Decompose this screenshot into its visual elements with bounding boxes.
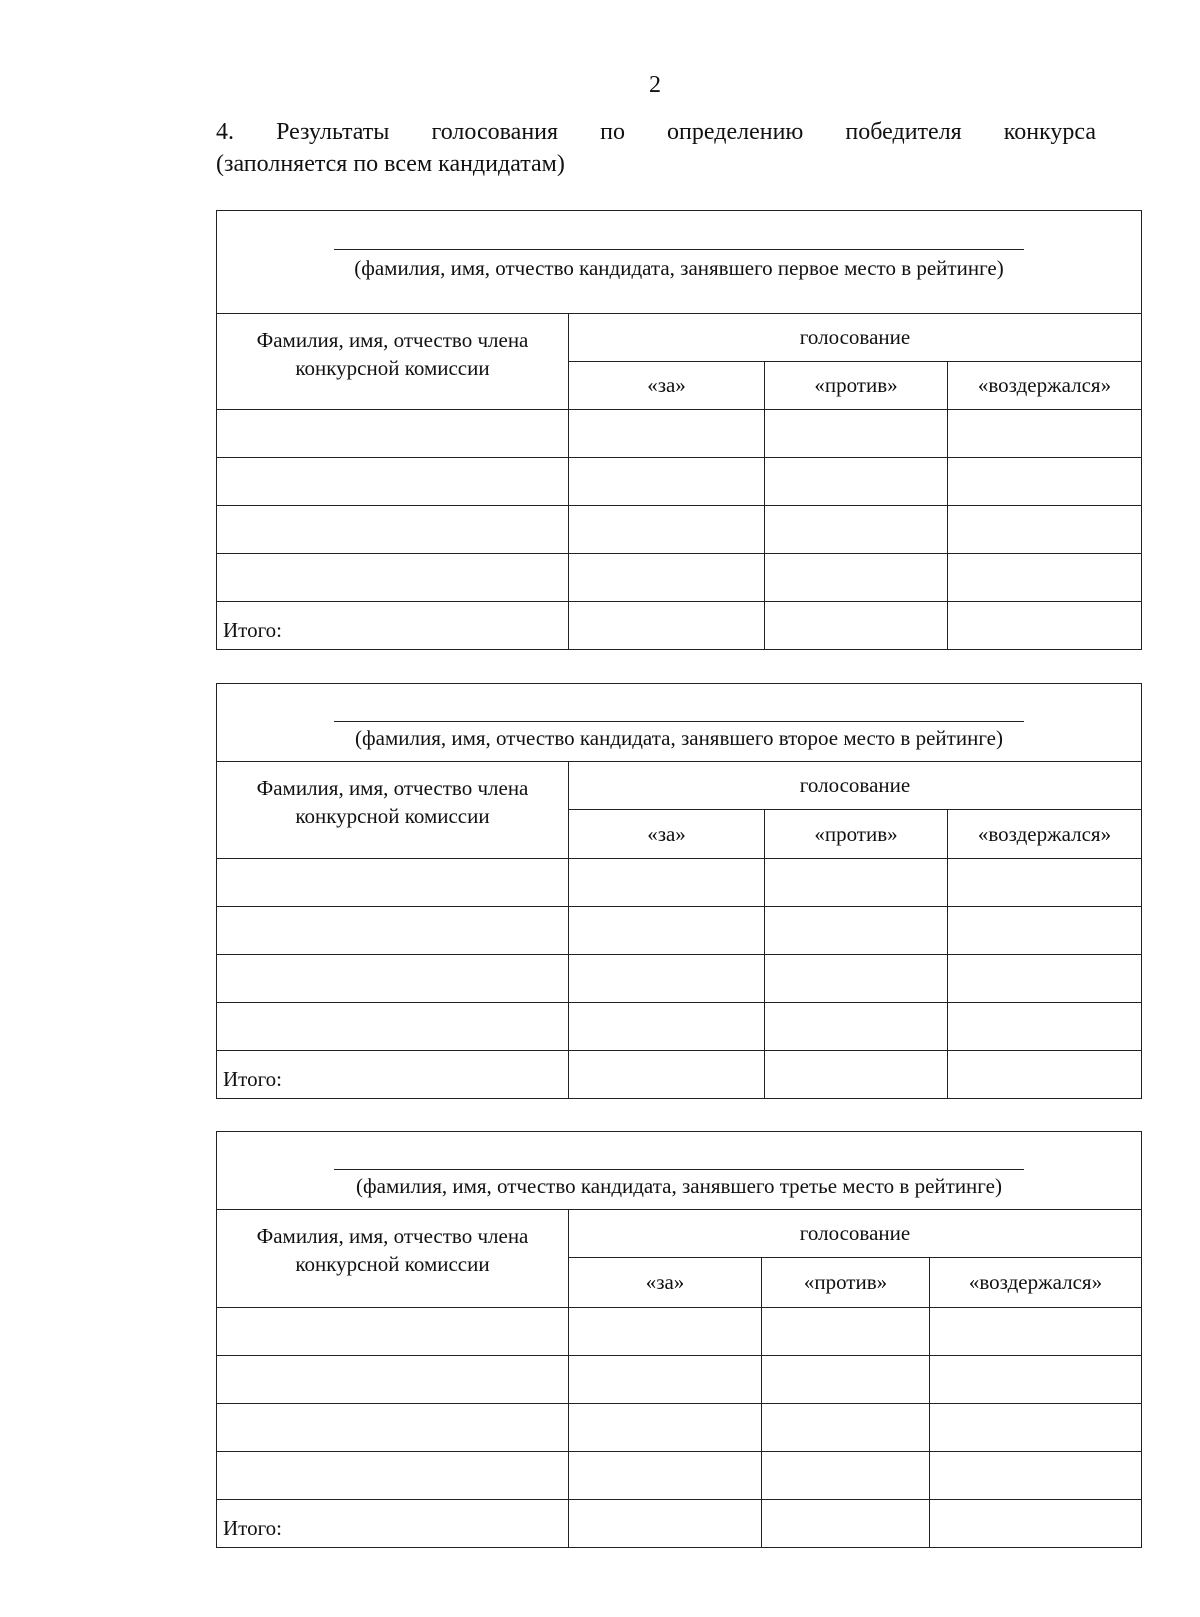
vote-for-cell[interactable]	[569, 458, 765, 506]
vote-abstain-cell[interactable]	[948, 859, 1142, 907]
total-for-cell[interactable]	[569, 602, 765, 650]
voting-column-header: голосование	[569, 1210, 1142, 1258]
vote-for-header: «за»	[569, 1258, 762, 1308]
total-label: Итого:	[217, 602, 569, 650]
table-row	[217, 1356, 1142, 1404]
member-name-cell[interactable]	[217, 1404, 569, 1452]
member-name-cell[interactable]	[217, 410, 569, 458]
table-row	[217, 907, 1142, 955]
vote-against-cell[interactable]	[765, 1003, 948, 1051]
vote-against-cell[interactable]	[765, 458, 948, 506]
table-row	[217, 1404, 1142, 1452]
candidate-caption: (фамилия, имя, отчество кандидата, занявшего первое место в рейтинге)	[354, 256, 1004, 280]
vote-abstain-cell[interactable]	[948, 554, 1142, 602]
vote-abstain-cell[interactable]	[930, 1308, 1142, 1356]
table-row	[217, 1452, 1142, 1500]
total-row	[217, 1051, 1142, 1099]
vote-abstain-cell[interactable]	[930, 1404, 1142, 1452]
member-name-cell[interactable]	[217, 859, 569, 907]
section-heading-line1: 4. Результаты голосования по определению победителя конкурса	[216, 119, 1096, 145]
vote-for-cell[interactable]	[569, 1356, 762, 1404]
table-row	[217, 458, 1142, 506]
table-row	[217, 410, 1142, 458]
table-row	[217, 955, 1142, 1003]
candidate-name-line	[334, 687, 1024, 722]
total-for-cell[interactable]	[569, 1500, 762, 1548]
total-row	[217, 602, 1142, 650]
vote-abstain-header: «воздержался»	[948, 810, 1142, 859]
member-column-header: Фамилия, имя, отчество члена конкурсной комиссии	[217, 1210, 569, 1308]
table-row	[217, 1003, 1142, 1051]
vote-for-cell[interactable]	[569, 506, 765, 554]
candidate-name-line	[334, 215, 1024, 250]
voting-table-second-place	[216, 683, 1142, 1099]
candidate-name-cell[interactable]	[217, 211, 1142, 314]
vote-against-cell[interactable]	[765, 554, 948, 602]
voting-column-header: голосование	[569, 762, 1142, 810]
candidate-caption: (фамилия, имя, отчество кандидата, занявшего второе место в рейтинге)	[355, 725, 1003, 750]
vote-for-cell[interactable]	[569, 955, 765, 1003]
vote-against-cell[interactable]	[765, 907, 948, 955]
member-name-cell[interactable]	[217, 554, 569, 602]
member-name-cell[interactable]	[217, 1003, 569, 1051]
vote-against-cell[interactable]	[765, 955, 948, 1003]
member-name-cell[interactable]	[217, 506, 569, 554]
total-against-cell[interactable]	[765, 602, 948, 650]
candidate-name-cell[interactable]	[217, 1132, 1142, 1210]
section-heading	[216, 116, 1096, 180]
vote-for-cell[interactable]	[569, 1452, 762, 1500]
total-row	[217, 1500, 1142, 1548]
vote-for-cell[interactable]	[569, 859, 765, 907]
vote-for-cell[interactable]	[569, 410, 765, 458]
voting-table-third-place	[216, 1131, 1142, 1548]
vote-against-header: «против»	[765, 810, 948, 859]
vote-abstain-header: «воздержался»	[930, 1258, 1142, 1308]
vote-abstain-cell[interactable]	[948, 907, 1142, 955]
vote-against-cell[interactable]	[762, 1356, 930, 1404]
section-heading-line2: (заполняется по всем кандидатам)	[216, 151, 565, 177]
vote-abstain-cell[interactable]	[948, 458, 1142, 506]
vote-against-cell[interactable]	[765, 506, 948, 554]
total-abstain-cell[interactable]	[930, 1500, 1142, 1548]
member-name-cell[interactable]	[217, 907, 569, 955]
total-for-cell[interactable]	[569, 1051, 765, 1099]
total-abstain-cell[interactable]	[948, 602, 1142, 650]
vote-for-cell[interactable]	[569, 554, 765, 602]
candidate-name-line	[334, 1135, 1024, 1170]
vote-for-cell[interactable]	[569, 1003, 765, 1051]
member-name-cell[interactable]	[217, 1452, 569, 1500]
table-row	[217, 859, 1142, 907]
vote-against-cell[interactable]	[765, 410, 948, 458]
candidate-caption: (фамилия, имя, отчество кандидата, занявшего третье место в рейтинге)	[356, 1173, 1002, 1198]
vote-against-cell[interactable]	[762, 1308, 930, 1356]
total-against-cell[interactable]	[765, 1051, 948, 1099]
vote-abstain-cell[interactable]	[948, 955, 1142, 1003]
member-column-header: Фамилия, имя, отчество члена конкурсной комиссии	[217, 762, 569, 859]
vote-abstain-cell[interactable]	[948, 410, 1142, 458]
vote-against-cell[interactable]	[762, 1452, 930, 1500]
vote-abstain-cell[interactable]	[948, 506, 1142, 554]
vote-abstain-cell[interactable]	[930, 1356, 1142, 1404]
member-name-cell[interactable]	[217, 1356, 569, 1404]
vote-for-header: «за»	[569, 810, 765, 859]
member-name-cell[interactable]	[217, 955, 569, 1003]
vote-for-cell[interactable]	[569, 1404, 762, 1452]
page-number: 2	[649, 72, 661, 98]
member-name-cell[interactable]	[217, 458, 569, 506]
member-name-cell[interactable]	[217, 1308, 569, 1356]
total-abstain-cell[interactable]	[948, 1051, 1142, 1099]
total-label: Итого:	[217, 1051, 569, 1099]
vote-against-cell[interactable]	[765, 859, 948, 907]
vote-for-cell[interactable]	[569, 907, 765, 955]
candidate-name-cell[interactable]	[217, 684, 1142, 762]
vote-abstain-cell[interactable]	[948, 1003, 1142, 1051]
total-label: Итого:	[217, 1500, 569, 1548]
table-row	[217, 554, 1142, 602]
member-column-header: Фамилия, имя, отчество члена конкурсной комиссии	[217, 314, 569, 410]
table-row	[217, 506, 1142, 554]
total-against-cell[interactable]	[762, 1500, 930, 1548]
vote-against-header: «против»	[762, 1258, 930, 1308]
table-row	[217, 1308, 1142, 1356]
voting-table-first-place	[216, 210, 1142, 650]
vote-against-header: «против»	[765, 362, 948, 410]
vote-for-header: «за»	[569, 362, 765, 410]
voting-column-header: голосование	[569, 314, 1142, 362]
vote-against-cell[interactable]	[762, 1404, 930, 1452]
vote-abstain-cell[interactable]	[930, 1452, 1142, 1500]
vote-abstain-header: «воздержался»	[948, 362, 1142, 410]
vote-for-cell[interactable]	[569, 1308, 762, 1356]
